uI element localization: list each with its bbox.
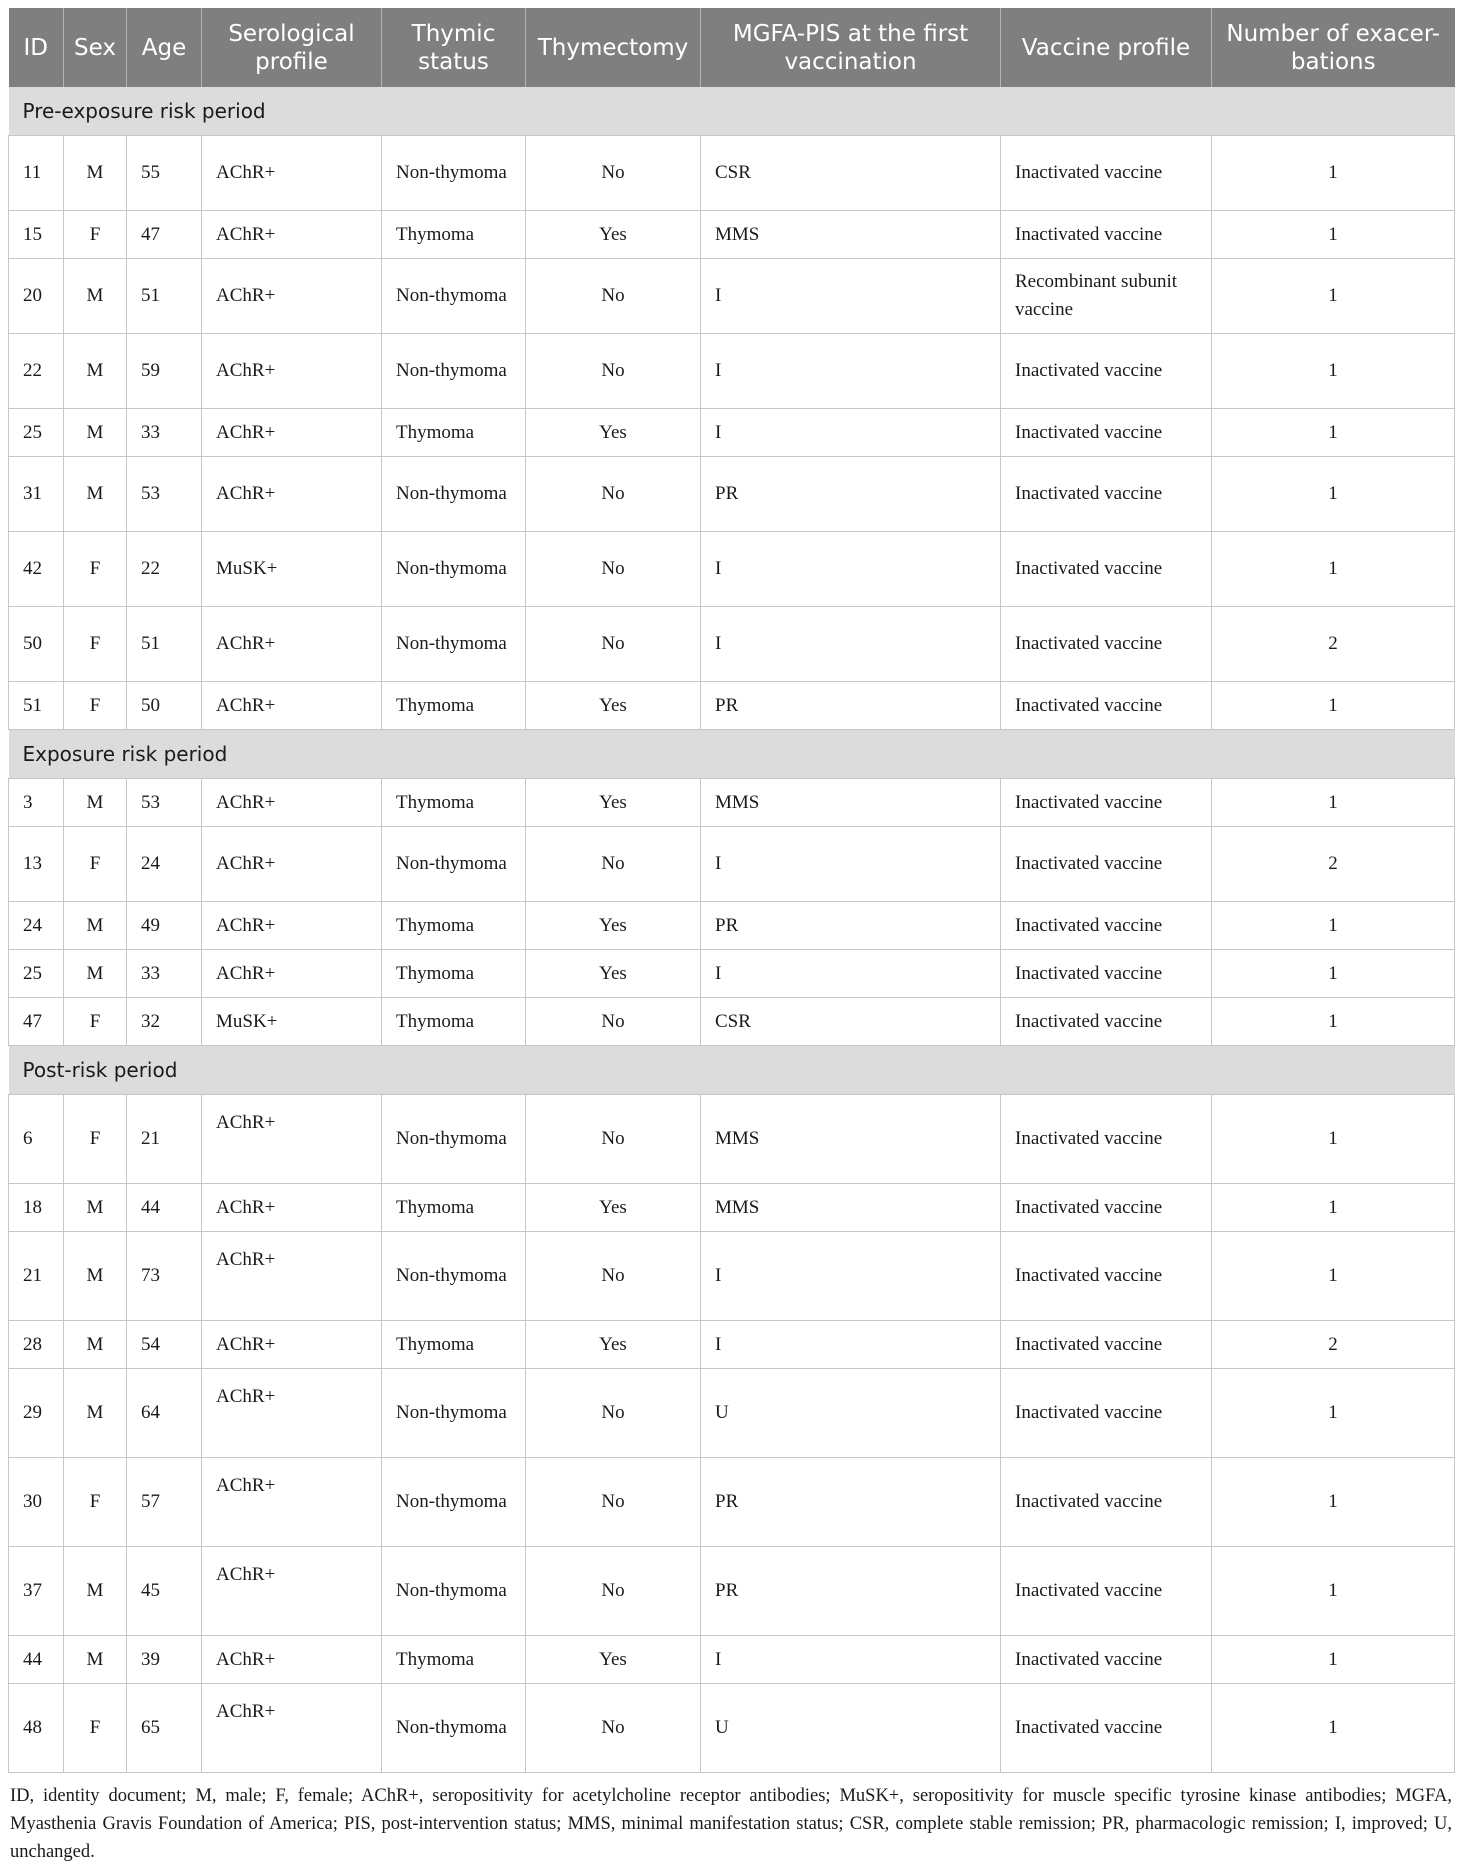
cell-age: 47 bbox=[127, 211, 202, 259]
cell-serological-profile: AChR+ bbox=[202, 607, 382, 682]
cell-exacerbations: 2 bbox=[1212, 1321, 1455, 1369]
cell-age: 51 bbox=[127, 259, 202, 334]
cell-vaccine-profile: Inactivated vaccine bbox=[1001, 334, 1212, 409]
cell-thymic-status: Non-thymoma bbox=[382, 1547, 526, 1636]
exacerbation-table bbox=[8, 8, 1455, 1773]
cell-thymic-status: Thymoma bbox=[382, 682, 526, 730]
cell-serological-profile: AChR+ bbox=[202, 779, 382, 827]
cell-vaccine-profile: Inactivated vaccine bbox=[1001, 1547, 1212, 1636]
cell-exacerbations: 1 bbox=[1212, 334, 1455, 409]
cell-mgfa-pis: PR bbox=[701, 1458, 1001, 1547]
cell-thymectomy: No bbox=[526, 998, 701, 1046]
header-thymic-status: Thymic status bbox=[382, 8, 526, 87]
cell-id: 47 bbox=[9, 998, 64, 1046]
cell-thymic-status: Non-thymoma bbox=[382, 1684, 526, 1773]
cell-serological-profile: AChR+ bbox=[202, 1547, 382, 1636]
cell-exacerbations: 1 bbox=[1212, 532, 1455, 607]
cell-exacerbations: 2 bbox=[1212, 607, 1455, 682]
cell-vaccine-profile: Inactivated vaccine bbox=[1001, 457, 1212, 532]
cell-exacerbations: 1 bbox=[1212, 1232, 1455, 1321]
cell-thymectomy: Yes bbox=[526, 682, 701, 730]
cell-age: 33 bbox=[127, 950, 202, 998]
cell-serological-profile: MuSK+ bbox=[202, 532, 382, 607]
cell-age: 57 bbox=[127, 1458, 202, 1547]
cell-vaccine-profile: Inactivated vaccine bbox=[1001, 998, 1212, 1046]
cell-sex: M bbox=[64, 1369, 127, 1458]
cell-vaccine-profile: Inactivated vaccine bbox=[1001, 682, 1212, 730]
cell-vaccine-profile: Inactivated vaccine bbox=[1001, 1458, 1212, 1547]
table-row bbox=[9, 950, 1455, 998]
cell-serological-profile: AChR+ bbox=[202, 1321, 382, 1369]
cell-serological-profile: AChR+ bbox=[202, 457, 382, 532]
cell-age: 53 bbox=[127, 457, 202, 532]
section-row bbox=[9, 87, 1455, 136]
cell-serological-profile: AChR+ bbox=[202, 409, 382, 457]
cell-serological-profile: AChR+ bbox=[202, 1184, 382, 1232]
header-vaccine-profile: Vaccine profile bbox=[1001, 8, 1212, 87]
cell-sex: M bbox=[64, 1321, 127, 1369]
table-body bbox=[9, 87, 1455, 1773]
cell-id: 30 bbox=[9, 1458, 64, 1547]
header-id: ID bbox=[9, 8, 64, 87]
cell-thymic-status: Thymoma bbox=[382, 779, 526, 827]
cell-exacerbations: 1 bbox=[1212, 409, 1455, 457]
cell-age: 50 bbox=[127, 682, 202, 730]
cell-thymectomy: No bbox=[526, 1095, 701, 1184]
cell-vaccine-profile: Inactivated vaccine bbox=[1001, 1321, 1212, 1369]
cell-id: 37 bbox=[9, 1547, 64, 1636]
table-row bbox=[9, 136, 1455, 211]
cell-thymectomy: No bbox=[526, 607, 701, 682]
cell-serological-profile: AChR+ bbox=[202, 1095, 382, 1184]
cell-thymic-status: Non-thymoma bbox=[382, 1458, 526, 1547]
cell-mgfa-pis: I bbox=[701, 334, 1001, 409]
cell-sex: F bbox=[64, 532, 127, 607]
table-footnote: ID, identity document; M, male; F, female; AChR+, seropositivity for acetylcholine receptor antibodies; MuSK+, seropositivity for muscle specific tyrosine kinase antibodies; MGFA, Myasthenia Gravis Foundation of America; PIS, post-intervention status; MMS, minimal manifestation status; CSR, complete stable remission; PR, pharmacologic remission; I, improved; U, unchanged. bbox=[10, 1786, 1452, 1862]
cell-id: 31 bbox=[9, 457, 64, 532]
cell-thymic-status: Non-thymoma bbox=[382, 334, 526, 409]
cell-sex: M bbox=[64, 779, 127, 827]
cell-id: 21 bbox=[9, 1232, 64, 1321]
cell-exacerbations: 1 bbox=[1212, 998, 1455, 1046]
cell-id: 51 bbox=[9, 682, 64, 730]
table-row bbox=[9, 1458, 1455, 1547]
cell-sex: F bbox=[64, 998, 127, 1046]
cell-age: 51 bbox=[127, 607, 202, 682]
cell-mgfa-pis: PR bbox=[701, 1547, 1001, 1636]
cell-sex: F bbox=[64, 682, 127, 730]
cell-sex: M bbox=[64, 950, 127, 998]
section-title: Post-risk period bbox=[9, 1046, 1455, 1095]
cell-thymectomy: Yes bbox=[526, 902, 701, 950]
cell-mgfa-pis: I bbox=[701, 827, 1001, 902]
cell-mgfa-pis: I bbox=[701, 259, 1001, 334]
cell-exacerbations: 1 bbox=[1212, 136, 1455, 211]
cell-mgfa-pis: MMS bbox=[701, 779, 1001, 827]
cell-thymic-status: Non-thymoma bbox=[382, 1232, 526, 1321]
cell-thymic-status: Thymoma bbox=[382, 211, 526, 259]
header-age: Age bbox=[127, 8, 202, 87]
cell-mgfa-pis: PR bbox=[701, 457, 1001, 532]
cell-thymectomy: No bbox=[526, 1369, 701, 1458]
cell-serological-profile: AChR+ bbox=[202, 902, 382, 950]
cell-age: 39 bbox=[127, 1636, 202, 1684]
cell-vaccine-profile: Inactivated vaccine bbox=[1001, 409, 1212, 457]
cell-serological-profile: AChR+ bbox=[202, 1232, 382, 1321]
cell-age: 73 bbox=[127, 1232, 202, 1321]
cell-age: 32 bbox=[127, 998, 202, 1046]
table-row bbox=[9, 902, 1455, 950]
table-row bbox=[9, 682, 1455, 730]
cell-vaccine-profile: Inactivated vaccine bbox=[1001, 532, 1212, 607]
cell-vaccine-profile: Inactivated vaccine bbox=[1001, 950, 1212, 998]
cell-thymic-status: Non-thymoma bbox=[382, 1369, 526, 1458]
cell-thymic-status: Non-thymoma bbox=[382, 532, 526, 607]
cell-id: 6 bbox=[9, 1095, 64, 1184]
cell-mgfa-pis: I bbox=[701, 950, 1001, 998]
cell-vaccine-profile: Inactivated vaccine bbox=[1001, 1684, 1212, 1773]
header-mgfa-pis: MGFA-PIS at the first vaccination bbox=[701, 8, 1001, 87]
cell-id: 13 bbox=[9, 827, 64, 902]
cell-mgfa-pis: U bbox=[701, 1684, 1001, 1773]
table-row bbox=[9, 211, 1455, 259]
table-row bbox=[9, 457, 1455, 532]
cell-thymic-status: Thymoma bbox=[382, 998, 526, 1046]
cell-mgfa-pis: MMS bbox=[701, 1184, 1001, 1232]
cell-thymic-status: Thymoma bbox=[382, 902, 526, 950]
table-row bbox=[9, 998, 1455, 1046]
cell-sex: M bbox=[64, 136, 127, 211]
cell-id: 18 bbox=[9, 1184, 64, 1232]
cell-age: 53 bbox=[127, 779, 202, 827]
cell-thymectomy: No bbox=[526, 532, 701, 607]
cell-exacerbations: 1 bbox=[1212, 211, 1455, 259]
table-row bbox=[9, 607, 1455, 682]
cell-mgfa-pis: PR bbox=[701, 682, 1001, 730]
cell-thymic-status: Non-thymoma bbox=[382, 607, 526, 682]
table-row bbox=[9, 1184, 1455, 1232]
cell-vaccine-profile: Inactivated vaccine bbox=[1001, 211, 1212, 259]
cell-mgfa-pis: I bbox=[701, 1321, 1001, 1369]
cell-exacerbations: 2 bbox=[1212, 827, 1455, 902]
cell-thymectomy: Yes bbox=[526, 779, 701, 827]
cell-thymectomy: No bbox=[526, 334, 701, 409]
cell-sex: M bbox=[64, 457, 127, 532]
cell-id: 11 bbox=[9, 136, 64, 211]
table-row bbox=[9, 409, 1455, 457]
header-thymectomy: Thymectomy bbox=[526, 8, 701, 87]
cell-id: 3 bbox=[9, 779, 64, 827]
cell-mgfa-pis: CSR bbox=[701, 998, 1001, 1046]
cell-mgfa-pis: I bbox=[701, 1232, 1001, 1321]
cell-id: 25 bbox=[9, 950, 64, 998]
cell-thymectomy: No bbox=[526, 457, 701, 532]
section-row bbox=[9, 730, 1455, 779]
cell-exacerbations: 1 bbox=[1212, 682, 1455, 730]
cell-thymectomy: Yes bbox=[526, 1321, 701, 1369]
cell-id: 50 bbox=[9, 607, 64, 682]
header-sex: Sex bbox=[64, 8, 127, 87]
cell-thymectomy: No bbox=[526, 827, 701, 902]
cell-serological-profile: AChR+ bbox=[202, 1458, 382, 1547]
table-row bbox=[9, 1232, 1455, 1321]
cell-thymic-status: Non-thymoma bbox=[382, 827, 526, 902]
cell-thymic-status: Thymoma bbox=[382, 1321, 526, 1369]
table-row bbox=[9, 1321, 1455, 1369]
table-row bbox=[9, 532, 1455, 607]
cell-serological-profile: AChR+ bbox=[202, 1636, 382, 1684]
cell-vaccine-profile: Inactivated vaccine bbox=[1001, 827, 1212, 902]
table-row bbox=[9, 779, 1455, 827]
cell-mgfa-pis: PR bbox=[701, 902, 1001, 950]
cell-vaccine-profile: Inactivated vaccine bbox=[1001, 607, 1212, 682]
cell-exacerbations: 1 bbox=[1212, 1369, 1455, 1458]
table-row bbox=[9, 1369, 1455, 1458]
cell-id: 29 bbox=[9, 1369, 64, 1458]
cell-vaccine-profile: Recombinant subunit vaccine bbox=[1001, 259, 1212, 334]
cell-sex: M bbox=[64, 409, 127, 457]
cell-thymectomy: No bbox=[526, 1232, 701, 1321]
cell-vaccine-profile: Inactivated vaccine bbox=[1001, 1232, 1212, 1321]
cell-vaccine-profile: Inactivated vaccine bbox=[1001, 779, 1212, 827]
cell-thymectomy: No bbox=[526, 136, 701, 211]
cell-exacerbations: 1 bbox=[1212, 1458, 1455, 1547]
table-container bbox=[8, 8, 1454, 1866]
cell-id: 15 bbox=[9, 211, 64, 259]
cell-sex: F bbox=[64, 607, 127, 682]
cell-serological-profile: MuSK+ bbox=[202, 998, 382, 1046]
cell-thymic-status: Thymoma bbox=[382, 1184, 526, 1232]
cell-sex: F bbox=[64, 211, 127, 259]
cell-age: 24 bbox=[127, 827, 202, 902]
cell-vaccine-profile: Inactivated vaccine bbox=[1001, 1369, 1212, 1458]
cell-age: 22 bbox=[127, 532, 202, 607]
cell-mgfa-pis: U bbox=[701, 1369, 1001, 1458]
cell-thymic-status: Non-thymoma bbox=[382, 136, 526, 211]
cell-sex: F bbox=[64, 827, 127, 902]
cell-serological-profile: AChR+ bbox=[202, 259, 382, 334]
cell-serological-profile: AChR+ bbox=[202, 950, 382, 998]
cell-mgfa-pis: MMS bbox=[701, 1095, 1001, 1184]
cell-thymectomy: Yes bbox=[526, 409, 701, 457]
cell-id: 25 bbox=[9, 409, 64, 457]
cell-thymectomy: Yes bbox=[526, 211, 701, 259]
cell-age: 44 bbox=[127, 1184, 202, 1232]
cell-id: 48 bbox=[9, 1684, 64, 1773]
cell-mgfa-pis: CSR bbox=[701, 136, 1001, 211]
cell-exacerbations: 1 bbox=[1212, 1547, 1455, 1636]
cell-id: 28 bbox=[9, 1321, 64, 1369]
header-exacerbations: Number of exacer-bations bbox=[1212, 8, 1455, 87]
cell-exacerbations: 1 bbox=[1212, 902, 1455, 950]
cell-serological-profile: AChR+ bbox=[202, 1369, 382, 1458]
cell-sex: M bbox=[64, 1547, 127, 1636]
cell-id: 24 bbox=[9, 902, 64, 950]
cell-serological-profile: AChR+ bbox=[202, 211, 382, 259]
cell-serological-profile: AChR+ bbox=[202, 136, 382, 211]
cell-mgfa-pis: I bbox=[701, 1636, 1001, 1684]
table-row bbox=[9, 1547, 1455, 1636]
cell-thymectomy: No bbox=[526, 1458, 701, 1547]
cell-exacerbations: 1 bbox=[1212, 259, 1455, 334]
cell-thymectomy: No bbox=[526, 1684, 701, 1773]
cell-thymectomy: Yes bbox=[526, 1184, 701, 1232]
cell-age: 33 bbox=[127, 409, 202, 457]
cell-serological-profile: AChR+ bbox=[202, 682, 382, 730]
cell-serological-profile: AChR+ bbox=[202, 334, 382, 409]
cell-age: 64 bbox=[127, 1369, 202, 1458]
cell-exacerbations: 1 bbox=[1212, 457, 1455, 532]
cell-sex: F bbox=[64, 1458, 127, 1547]
table-row bbox=[9, 334, 1455, 409]
cell-mgfa-pis: I bbox=[701, 409, 1001, 457]
cell-thymic-status: Thymoma bbox=[382, 950, 526, 998]
cell-age: 54 bbox=[127, 1321, 202, 1369]
cell-sex: M bbox=[64, 1636, 127, 1684]
cell-sex: M bbox=[64, 259, 127, 334]
table-row bbox=[9, 1095, 1455, 1184]
cell-age: 45 bbox=[127, 1547, 202, 1636]
cell-sex: M bbox=[64, 1184, 127, 1232]
section-row bbox=[9, 1046, 1455, 1095]
cell-thymic-status: Thymoma bbox=[382, 409, 526, 457]
section-title: Exposure risk period bbox=[9, 730, 1455, 779]
cell-age: 59 bbox=[127, 334, 202, 409]
cell-exacerbations: 1 bbox=[1212, 950, 1455, 998]
cell-sex: M bbox=[64, 1232, 127, 1321]
cell-sex: M bbox=[64, 902, 127, 950]
table-row bbox=[9, 259, 1455, 334]
cell-exacerbations: 1 bbox=[1212, 1636, 1455, 1684]
cell-vaccine-profile: Inactivated vaccine bbox=[1001, 902, 1212, 950]
cell-thymectomy: Yes bbox=[526, 950, 701, 998]
cell-id: 44 bbox=[9, 1636, 64, 1684]
cell-thymic-status: Non-thymoma bbox=[382, 457, 526, 532]
cell-thymectomy: Yes bbox=[526, 1636, 701, 1684]
table-row bbox=[9, 1684, 1455, 1773]
cell-vaccine-profile: Inactivated vaccine bbox=[1001, 1636, 1212, 1684]
cell-vaccine-profile: Inactivated vaccine bbox=[1001, 136, 1212, 211]
cell-vaccine-profile: Inactivated vaccine bbox=[1001, 1095, 1212, 1184]
cell-age: 49 bbox=[127, 902, 202, 950]
cell-mgfa-pis: I bbox=[701, 607, 1001, 682]
cell-exacerbations: 1 bbox=[1212, 779, 1455, 827]
cell-vaccine-profile: Inactivated vaccine bbox=[1001, 1184, 1212, 1232]
header-serological-profile: Serological profile bbox=[202, 8, 382, 87]
cell-id: 20 bbox=[9, 259, 64, 334]
cell-age: 21 bbox=[127, 1095, 202, 1184]
cell-thymic-status: Non-thymoma bbox=[382, 259, 526, 334]
cell-thymectomy: No bbox=[526, 259, 701, 334]
cell-age: 65 bbox=[127, 1684, 202, 1773]
cell-exacerbations: 1 bbox=[1212, 1184, 1455, 1232]
cell-exacerbations: 1 bbox=[1212, 1684, 1455, 1773]
cell-id: 22 bbox=[9, 334, 64, 409]
cell-serological-profile: AChR+ bbox=[202, 827, 382, 902]
cell-mgfa-pis: MMS bbox=[701, 211, 1001, 259]
cell-sex: F bbox=[64, 1684, 127, 1773]
section-title: Pre-exposure risk period bbox=[9, 87, 1455, 136]
cell-sex: M bbox=[64, 334, 127, 409]
header-row bbox=[9, 8, 1455, 87]
cell-thymectomy: No bbox=[526, 1547, 701, 1636]
cell-serological-profile: AChR+ bbox=[202, 1684, 382, 1773]
cell-id: 42 bbox=[9, 532, 64, 607]
cell-thymic-status: Thymoma bbox=[382, 1636, 526, 1684]
table-row bbox=[9, 1636, 1455, 1684]
cell-mgfa-pis: I bbox=[701, 532, 1001, 607]
cell-age: 55 bbox=[127, 136, 202, 211]
table-row bbox=[9, 827, 1455, 902]
cell-exacerbations: 1 bbox=[1212, 1095, 1455, 1184]
cell-sex: F bbox=[64, 1095, 127, 1184]
cell-thymic-status: Non-thymoma bbox=[382, 1095, 526, 1184]
